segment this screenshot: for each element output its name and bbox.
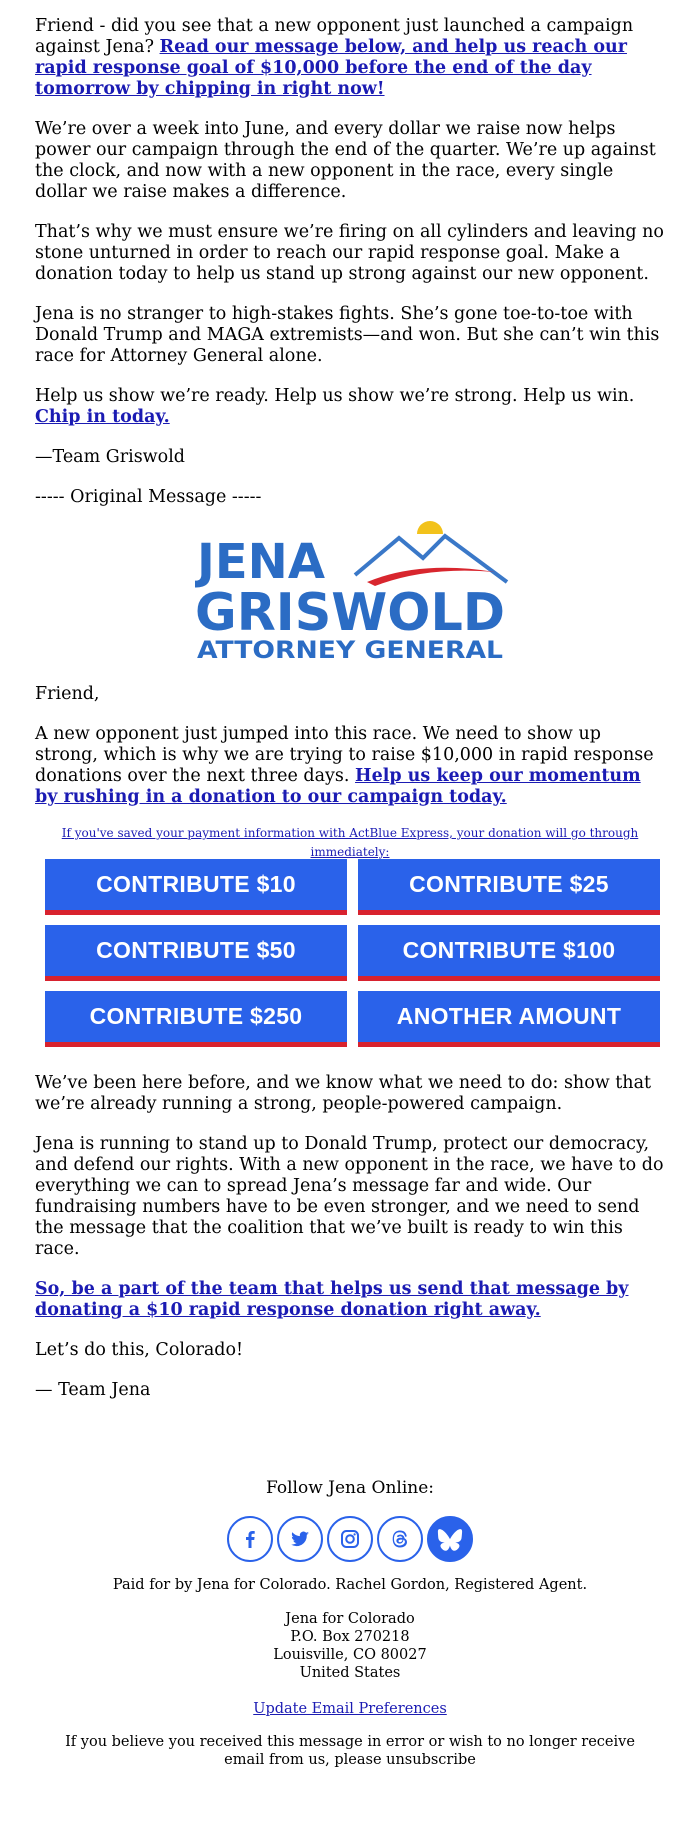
logo-graphic [195,520,515,660]
intro-text: Friend - did you see that a new opponent just launched a campaign against Jena? [35,16,634,57]
follow-heading: Follow Jena Online: [265,1478,435,1498]
intro-paragraph-5 [35,386,665,428]
closing-line: Let’s do this, Colorado! [35,1340,244,1360]
address-city: Louisville, CO 80027 [273,1647,427,1663]
message-paragraph-1 [35,724,665,808]
intro-goal-link[interactable]: Read our message below, and help us reach our rapid response goal of $10,000 before the end of the day tomorrow by chipping in right now! [35,37,627,99]
intro-paragraph-1 [35,16,665,100]
intro-paragraph-2: We’re over a week into June, and every dollar we raise now helps power our campaign through the end of the quarter. We’re up against the clock, and now with a new opponent in the race, every single dollar we raise makes a difference. [35,119,656,202]
another-amount-button[interactable]: ANOTHER AMOUNT [358,991,660,1047]
footer [35,1478,665,1769]
mailing-address [35,1610,665,1682]
closing-paragraph-2: Jena is running to stand up to Donald Trump, protect our democracy, and defend our rights. With a new opponent in the race, we have to do everything we can to spread Jena’s message far and wide. Our fundraising numbers have to be even stronger, and we need to send the message that the coalition that we’ve built is ready to win this race. [35,1134,664,1259]
team-griswold-signoff: —Team Griswold [35,447,185,467]
contribute-250-button[interactable]: CONTRIBUTE $250 [45,991,347,1047]
address-country: United States [299,1665,401,1681]
contribute-50-button[interactable]: CONTRIBUTE $50 [45,925,347,981]
contribute-100-button[interactable]: CONTRIBUTE $100 [358,925,660,981]
unsubscribe-notice[interactable]: If you believe you received this message in error or wish to no longer receive email from us, please unsubscribe [65,1734,635,1768]
message-text: A new opponent just jumped into this race. We need to show up strong, which is why we are trying to raise $10,000 in rapid response donations over the next three days. [35,724,654,786]
bluesky-icon[interactable] [427,1516,473,1562]
chip-in-link[interactable]: Chip in today. [35,407,170,427]
twitter-icon[interactable] [277,1516,323,1562]
logo-line-3: ATTORNEY GENERAL [197,636,503,660]
contribute-25-button[interactable]: CONTRIBUTE $25 [358,859,660,915]
address-box: P.O. Box 270218 [290,1629,410,1645]
closing-paragraph-1: We’ve been here before, and we know what we need to do: show that we’re already running a strong, people-powered campaign. [35,1073,652,1114]
update-email-preferences-link[interactable]: Update Email Preferences [253,1701,447,1717]
contribute-10-button[interactable]: CONTRIBUTE $10 [45,859,347,915]
logo-sun [417,521,443,534]
address-name: Jena for Colorado [285,1611,415,1627]
intro-section [35,16,665,527]
original-message-divider: ----- Original Message ----- [35,487,262,507]
intro-paragraph-3: That’s why we must ensure we’re firing on all cylinders and leaving no stone unturned in order to reach our rapid response goal. Make a donation today to help us stand up strong against our new opponent. [35,222,664,284]
logo-mountains [355,536,507,582]
intro-cta-text: Help us show we’re ready. Help us show we’re strong. Help us win. [35,386,635,406]
paid-for-disclaimer: Paid for by Jena for Colorado. Rachel Gordon, Registered Agent. [112,1577,588,1593]
express-note [35,822,665,860]
team-jena-signoff: — Team Jena [35,1380,151,1400]
team-donation-link[interactable]: So, be a part of the team that helps us send that message by donating a $10 rapid response donation right away. [35,1279,629,1320]
campaign-logo [195,520,515,660]
actblue-express-link[interactable]: If you've saved your payment information with ActBlue Express, your donation will go through immediately: [61,826,639,859]
threads-icon[interactable] [377,1516,423,1562]
momentum-link[interactable]: Help us keep our momentum by rushing in a donation to our campaign today. [35,766,641,807]
logo-line-2: GRISWOLD [195,583,505,643]
message-greeting: Friend, [35,684,100,704]
social-links [35,1516,665,1562]
logo-line-1: JENA [197,534,325,590]
intro-paragraph-4: Jena is no stranger to high-stakes fights. She’s gone toe-to-toe with Donald Trump and MAGA extremists—and won. But she can’t win this race for Attorney General alone. [35,304,660,366]
facebook-icon[interactable] [227,1516,273,1562]
message-section [35,684,665,827]
closing-section [35,1073,665,1420]
instagram-icon[interactable] [327,1516,373,1562]
